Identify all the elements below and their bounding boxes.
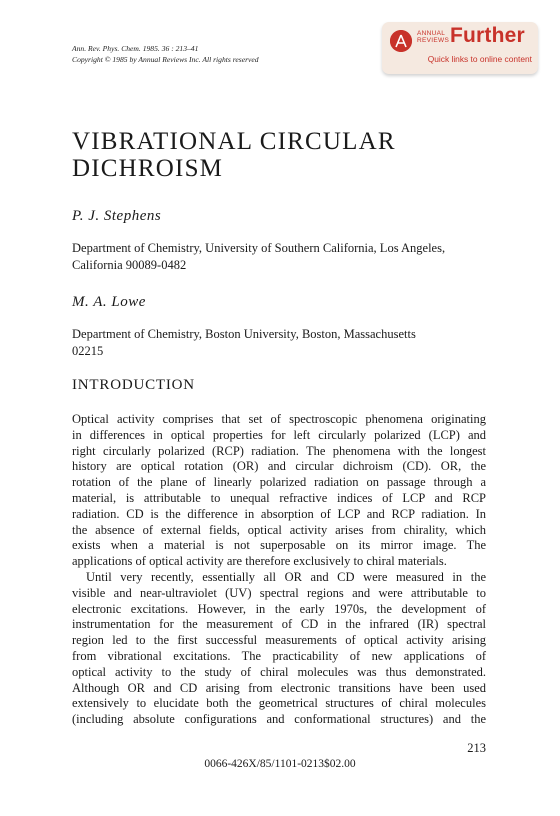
body-line: rotation of the plane of linearly polarized radiation on passage through a [72, 475, 486, 490]
brand-line-2: REVIEWS [417, 37, 450, 44]
annual-reviews-logo-icon [390, 30, 412, 52]
affiliation-line: California 90089-0482 [72, 258, 187, 272]
author-affiliation [72, 240, 445, 274]
section-heading: INTRODUCTION [72, 377, 195, 393]
page-number: 213 [467, 741, 486, 755]
affiliation-line: Department of Chemistry, Boston University, Boston, Massachusetts [72, 327, 416, 341]
body-line: optical activity to the study of chiral molecules was thus demonstrated. [72, 664, 486, 679]
body-line: region led to the first successful measurements of optical activity arising [72, 633, 486, 648]
badge-brand [417, 30, 449, 44]
article-title [72, 128, 396, 182]
body-line: Until very recently, essentially all OR and CD were measured in the [86, 569, 486, 584]
body-line: from vibrational excitations. The practicability of new applications of [72, 648, 486, 663]
body-line: radiation. CD is the difference in absorption of LCP and RCP radiation. In [72, 506, 486, 521]
body-line: Optical activity comprises that set of spectroscopic phenomena originating [72, 412, 486, 426]
journal-citation [72, 44, 259, 65]
body-line: electronic excitations. However, in the early 1970s, the development of [72, 601, 486, 616]
body-line: exists when a material is not superposable on its mirror image. The [72, 538, 486, 553]
author-name: P. J. Stephens [72, 208, 162, 224]
affiliation-line: Department of Chemistry, University of Southern California, Los Angeles, [72, 241, 446, 255]
title-line-1: VIBRATIONAL CIRCULAR [72, 128, 396, 155]
body-line: material, is attributable to unequal refractive indices of LCP and RCP [72, 490, 486, 505]
body-line: Although OR and CD arising from electronic transitions have been used [72, 680, 486, 695]
body-line: applications of optical activity are therefore exclusively to chiral materials. [72, 554, 447, 569]
body-line: history are optical rotation (OR) and circular dichroism (CD). OR, the [72, 459, 486, 474]
body-line: instrumentation for the measurement of CD in the infrared (IR) spectral [72, 617, 486, 632]
copyright-line: Copyright © 1985 by Annual Reviews Inc. All rights reserved [72, 54, 259, 64]
further-links-badge[interactable] [382, 22, 538, 74]
footer-code: 0066-426X/85/1101-0213$02.00 [204, 758, 356, 770]
body-line: (including absolute configurations and conformational structures) and the [72, 712, 486, 727]
body-line: extensively to elucidate both the geometrical structures of chiral molecules [72, 696, 486, 711]
affiliation-line: 02215 [72, 344, 104, 358]
body-line: visible and near-ultraviolet (UV) spectral regions and were attributable to [72, 585, 486, 600]
title-line-2: DICHROISM [72, 155, 224, 182]
body-line: in differences in optical properties for left circularly polarized (LCP) and [72, 427, 486, 442]
brand-line-1: ANNUAL [417, 30, 446, 37]
badge-further-label: Further [450, 24, 525, 47]
author-name: M. A. Lowe [72, 294, 146, 310]
body-text [72, 412, 486, 728]
author-affiliation [72, 326, 416, 360]
body-line: right circularly polarized (RCP) radiation. The phenomena with the longest [72, 443, 486, 458]
body-line: the absence of external fields, optical activity arises from chirality, which [72, 522, 486, 537]
badge-tagline: Quick links to online content [427, 54, 532, 64]
journal-line: Ann. Rev. Phys. Chem. 1985. 36 : 213–41 [72, 44, 199, 53]
